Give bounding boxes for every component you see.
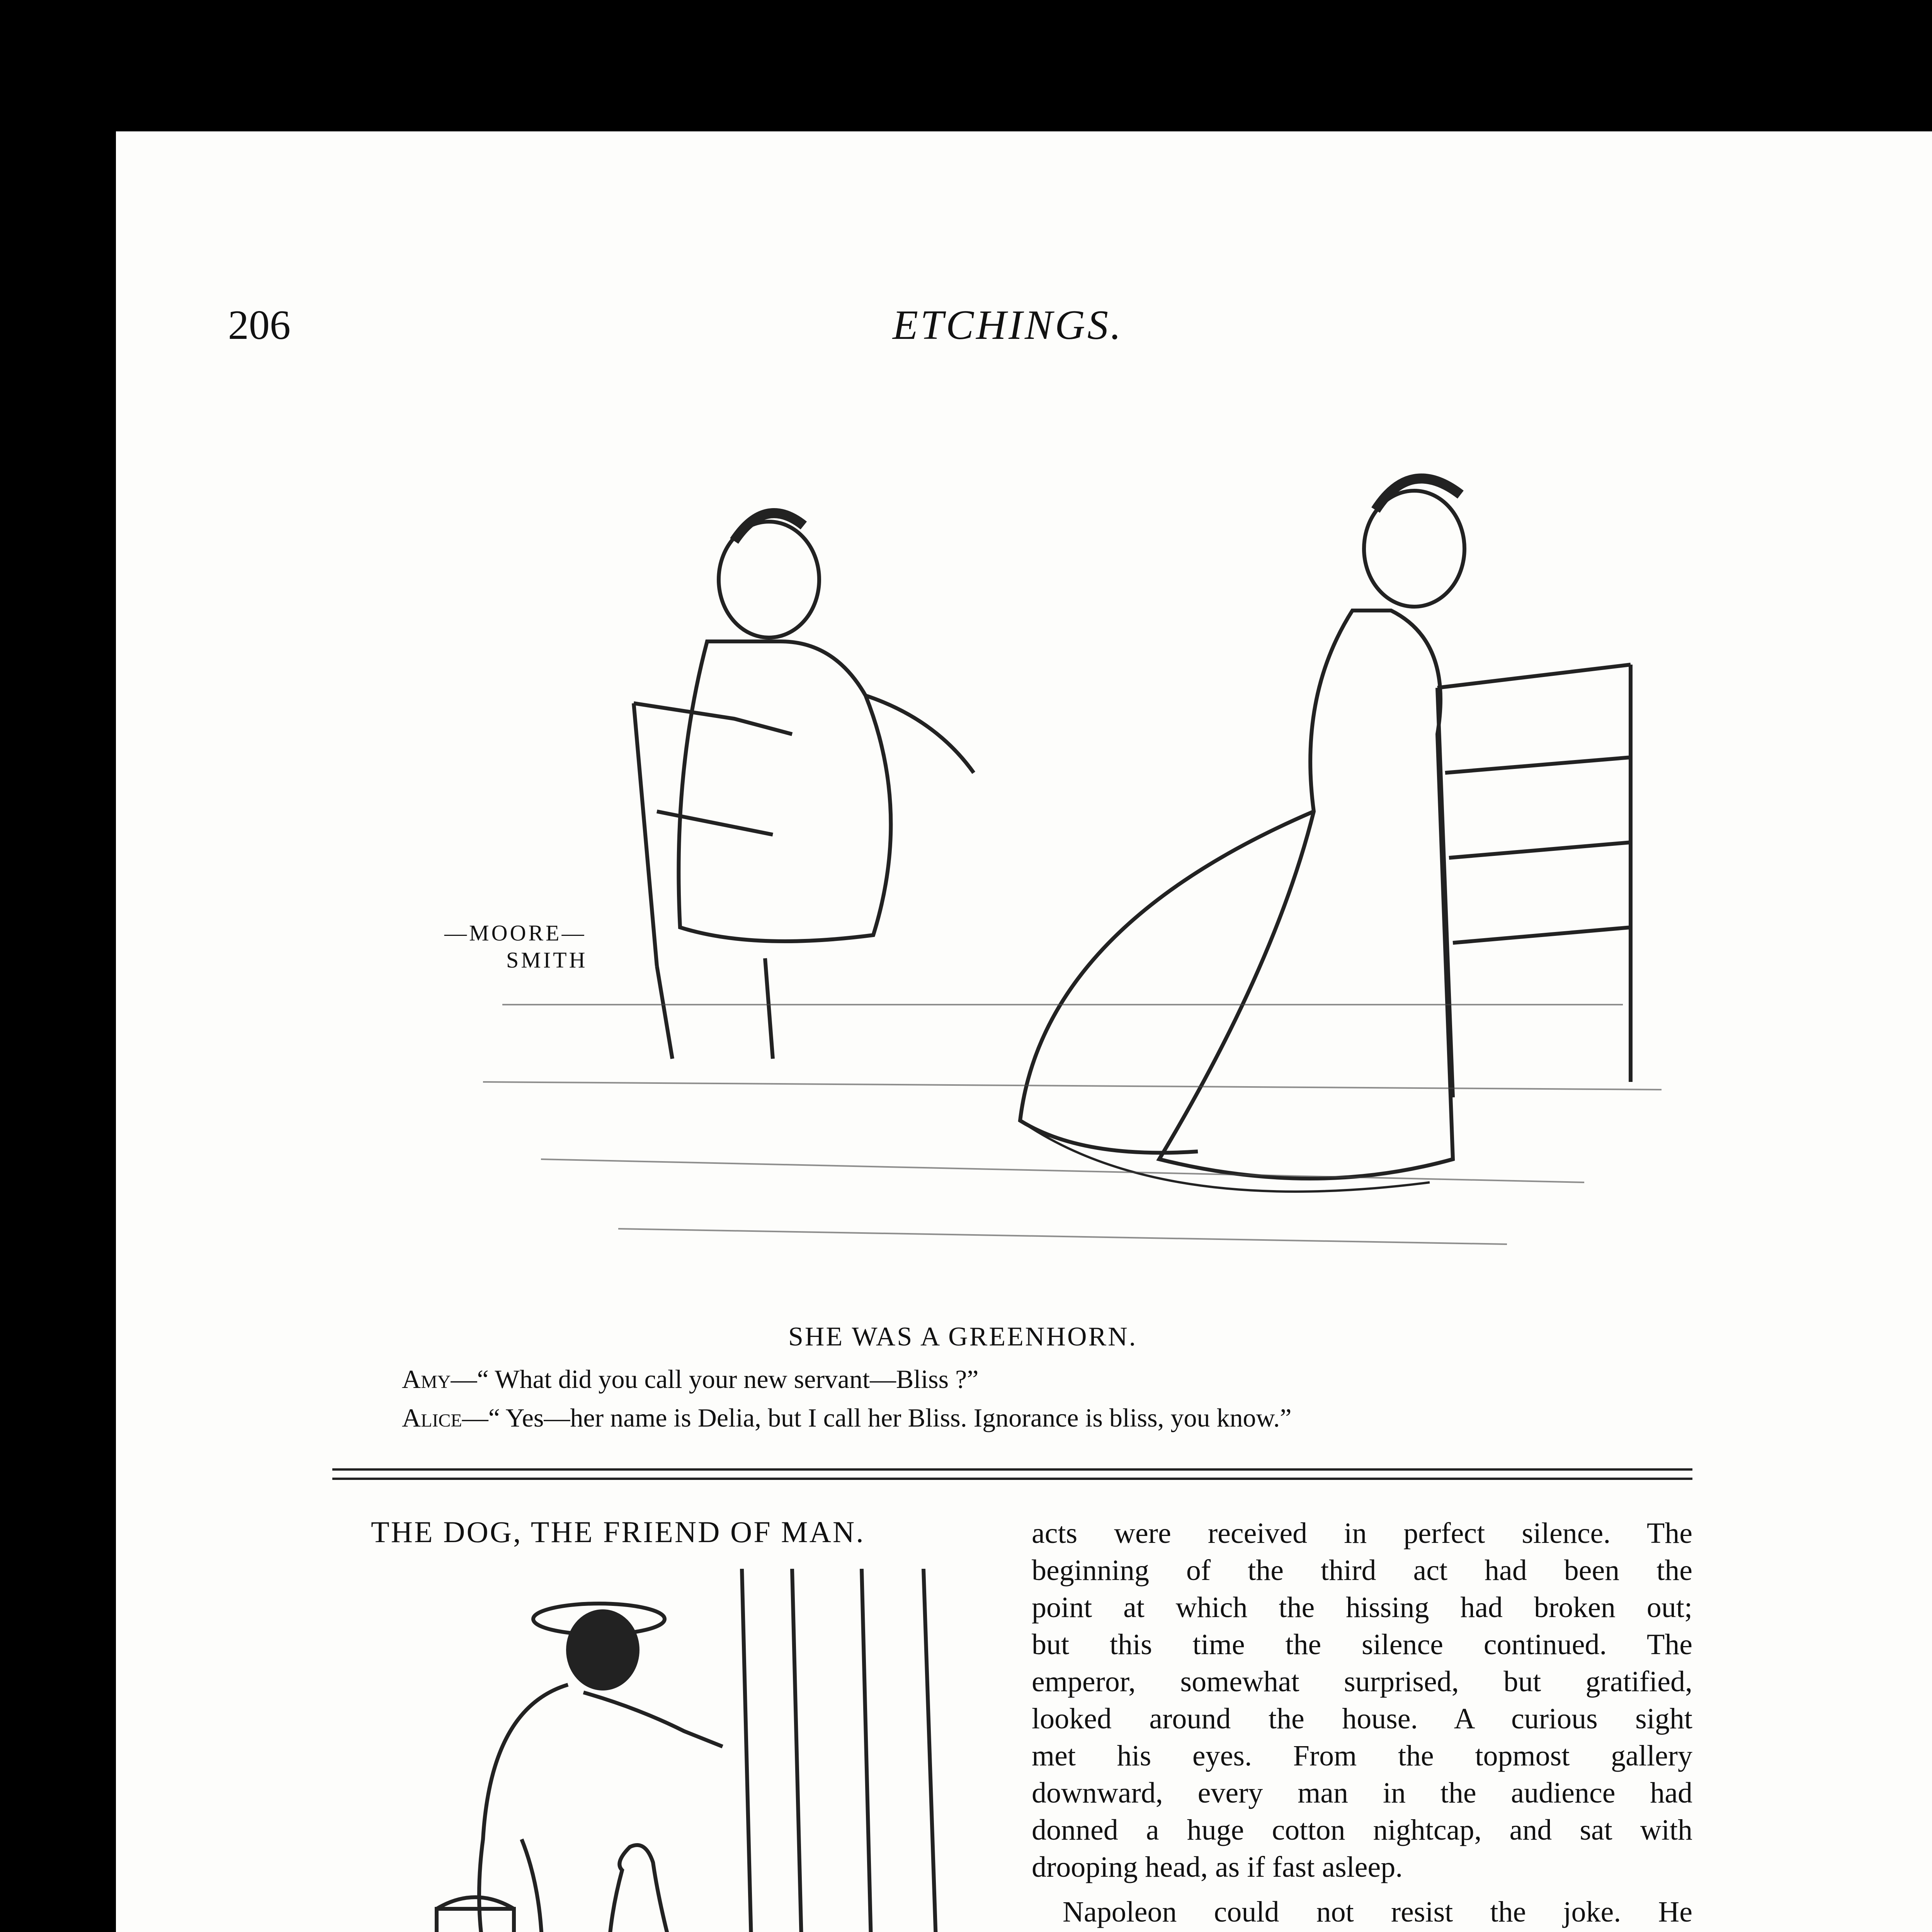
- text-line: [1032, 1930, 1692, 1932]
- text-line: downward, every man in the audience had: [1032, 1777, 1692, 1809]
- man-painting-dog-drawing: [406, 1569, 947, 1932]
- article-paragraph-4: [1032, 1893, 1692, 1932]
- dialogue-text: —“ Yes—her name is Delia, but I call her Bliss. Ignorance is bliss, you know.”: [462, 1403, 1292, 1432]
- dialogue-text: —“ What did you call your new servant—Bliss ?”: [451, 1364, 979, 1394]
- article-title: THE DOG, THE FRIEND OF MAN.: [371, 1515, 865, 1549]
- text-line: looked around the house. A curious sight: [1032, 1702, 1692, 1735]
- dialogue-line-alice: [402, 1403, 1291, 1433]
- dialogue-line-amy: [402, 1364, 978, 1395]
- signature-line: SMITH: [506, 947, 588, 973]
- top-illustration: [386, 425, 1719, 1294]
- text-line: beginning of the third act had been the: [1032, 1554, 1692, 1587]
- two-women-seated-drawing: [386, 425, 1719, 1294]
- text-line: met his eyes. From the topmost gallery: [1032, 1740, 1692, 1772]
- signature-line: —MOORE—: [444, 920, 587, 946]
- text-line: emperor, somewhat surprised, but gratified,: [1032, 1665, 1692, 1698]
- cartoon-title: SHE WAS A GREENHORN.: [788, 1322, 1138, 1352]
- text-line: Napoleon could not resist the joke. He: [1063, 1896, 1692, 1928]
- speaker-name: Amy: [402, 1364, 451, 1394]
- text-line: but this time the silence continued. The: [1032, 1628, 1692, 1661]
- cartoon-1-illustration: [406, 1569, 947, 1932]
- artist-signature: [444, 920, 587, 974]
- text-line: donned a huge cotton nightcap, and sat with: [1032, 1814, 1692, 1846]
- text-line: drooping head, as if fast asleep.: [1032, 1851, 1403, 1883]
- page-number: 206: [228, 302, 291, 348]
- running-title: ETCHINGS.: [893, 302, 1124, 348]
- text-line: acts were received in perfect silence. The: [1032, 1517, 1692, 1549]
- speaker-name: Alice: [402, 1403, 462, 1432]
- text-line: point at which the hissing had broken out;: [1032, 1591, 1692, 1624]
- article-paragraph-3: [1032, 1515, 1692, 1886]
- section-divider: [332, 1468, 1692, 1480]
